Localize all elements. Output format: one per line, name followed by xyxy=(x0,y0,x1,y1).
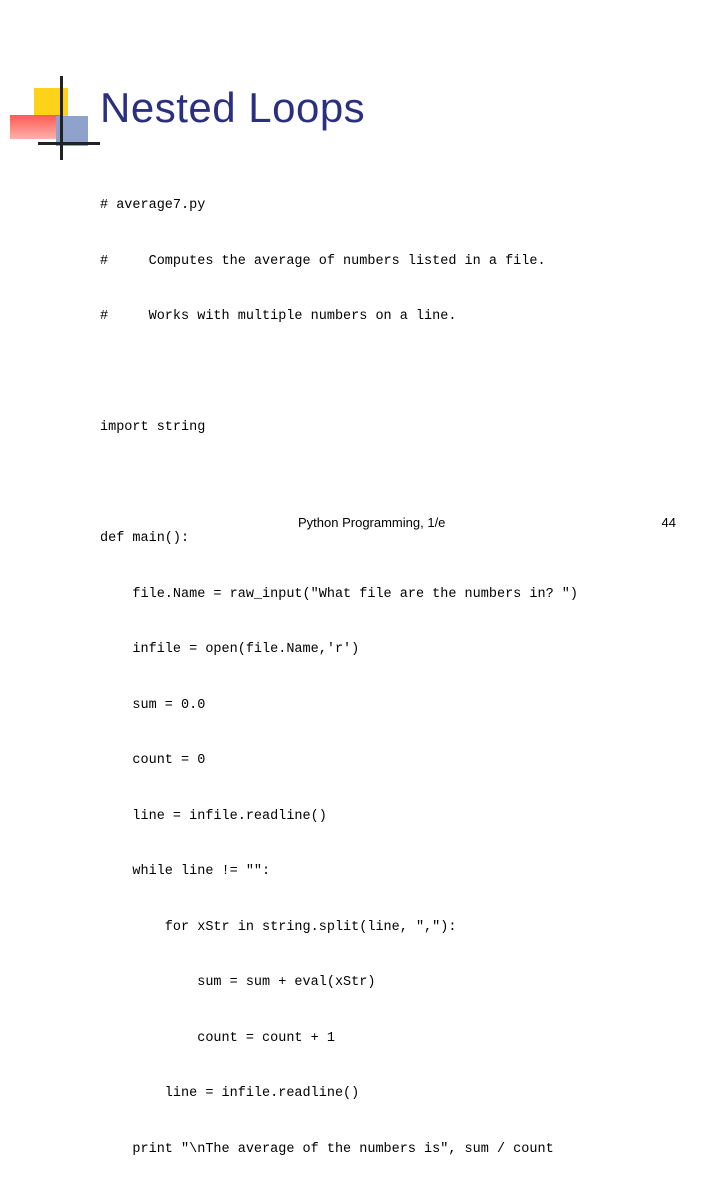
code-line: import string xyxy=(100,420,206,435)
code-line: def main(): xyxy=(100,531,190,546)
code-line: # average7.py xyxy=(100,198,206,213)
code-line: count = count + 1 xyxy=(100,1030,335,1046)
logo-vertical-line xyxy=(60,76,63,160)
code-line: infile = open(file.Name,'r') xyxy=(100,642,360,657)
code-line: for xStr in string.split(line, ","): xyxy=(100,919,457,935)
code-line xyxy=(100,364,578,383)
slide-title: Nested Loops xyxy=(100,84,366,131)
logo-red-square xyxy=(10,115,60,139)
code-line: sum = sum + eval(xStr) xyxy=(100,975,376,990)
page-number: 44 xyxy=(661,515,676,530)
code-line: file.Name = raw_input("What file are the numbers in? ") xyxy=(100,586,578,602)
code-line: print "\nThe average of the numbers is", sum / count xyxy=(100,1141,554,1157)
code-line: line = infile.readline() xyxy=(100,1086,360,1101)
code-line: line = infile.readline() xyxy=(100,808,327,824)
code-line: sum = 0.0 xyxy=(100,697,206,713)
code-line: count = 0 xyxy=(100,753,206,768)
code-line: # Computes the average of numbers listed in a file. xyxy=(100,253,546,269)
code-line: # Works with multiple numbers on a line. xyxy=(100,309,457,324)
slide-footer: Python Programming, 1/e xyxy=(298,515,446,530)
logo-horizontal-line xyxy=(38,142,100,145)
code-block xyxy=(100,160,578,1196)
logo-decoration-icon xyxy=(0,0,100,170)
code-line xyxy=(100,475,578,494)
code-line: while line != "": xyxy=(100,864,271,879)
